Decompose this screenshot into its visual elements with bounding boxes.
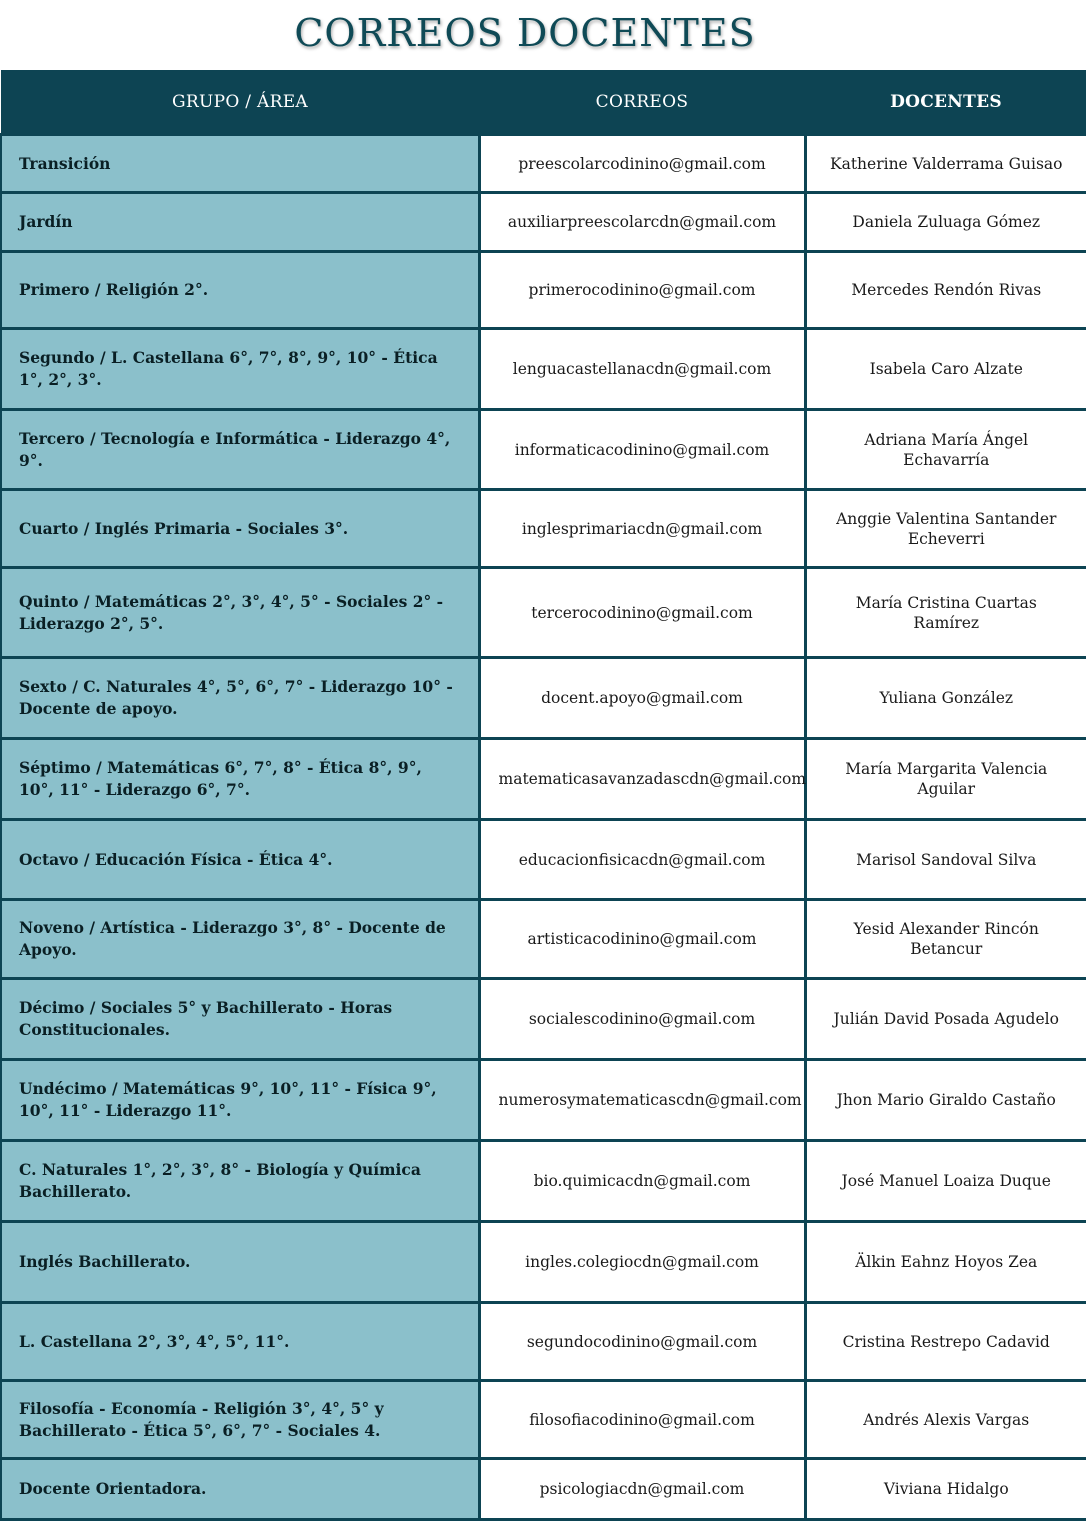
area-cell: Undécimo / Matemáticas 9°, 10°, 11° - Física 9°, 10°, 11° - Liderazgo 11°.: [1, 1060, 479, 1141]
email-cell[interactable]: primerocodinino@gmail.com: [479, 252, 805, 329]
table-row: [1, 410, 1086, 490]
area-cell: Noveno / Artística - Liderazgo 3°, 8° - Docente de Apoyo.: [1, 900, 479, 979]
area-cell: Transición: [1, 135, 479, 193]
teacher-cell: Katherine Valderrama Guisao: [805, 135, 1086, 193]
email-cell[interactable]: auxiliarpreescolarcdn@gmail.com: [479, 193, 805, 252]
teacher-cell: Cristina Restrepo Cadavid: [805, 1303, 1086, 1381]
table-row: [1, 490, 1086, 568]
table-row: [1, 135, 1086, 193]
table-row: [1, 900, 1086, 979]
area-cell: Quinto / Matemáticas 2°, 3°, 4°, 5° - Sociales 2° - Liderazgo 2°, 5°.: [1, 568, 479, 658]
table-row: [1, 1222, 1086, 1303]
table-row: [1, 329, 1086, 410]
teacher-cell: Yesid Alexander Rincón Betancur: [805, 900, 1086, 979]
email-cell[interactable]: ingles.colegiocdn@gmail.com: [479, 1222, 805, 1303]
page-title-text: CORREOS DOCENTES: [294, 11, 756, 55]
area-cell: Sexto / C. Naturales 4°, 5°, 6°, 7° - Liderazgo 10° - Docente de apoyo.: [1, 658, 479, 739]
area-cell: Séptimo / Matemáticas 6°, 7°, 8° - Ética 8°, 9°, 10°, 11° - Liderazgo 6°, 7°.: [1, 739, 479, 820]
teacher-cell: María Cristina Cuartas Ramírez: [805, 568, 1086, 658]
area-cell: Cuarto / Inglés Primaria - Sociales 3°.: [1, 490, 479, 568]
email-cell[interactable]: matematicasavanzadascdn@gmail.com: [479, 739, 805, 820]
area-cell: Tercero / Tecnología e Informática - Liderazgo 4°, 9°.: [1, 410, 479, 490]
area-cell: Décimo / Sociales 5° y Bachillerato - Horas Constitucionales.: [1, 979, 479, 1060]
teacher-cell: María Margarita Valencia Aguilar: [805, 739, 1086, 820]
teacher-cell: Adriana María Ángel Echavarría: [805, 410, 1086, 490]
email-cell[interactable]: inglesprimariacdn@gmail.com: [479, 490, 805, 568]
page-title: [0, 0, 1086, 70]
email-cell[interactable]: numerosymatematicascdn@gmail.com: [479, 1060, 805, 1141]
header-teacher: DOCENTES: [805, 70, 1086, 135]
teacher-cell: Jhon Mario Giraldo Castaño: [805, 1060, 1086, 1141]
table-row: [1, 1381, 1086, 1459]
table-row: [1, 193, 1086, 252]
email-cell[interactable]: docent.apoyo@gmail.com: [479, 658, 805, 739]
email-cell[interactable]: educacionfisicacdn@gmail.com: [479, 820, 805, 900]
email-cell[interactable]: psicologiacdn@gmail.com: [479, 1459, 805, 1520]
table-row: [1, 1459, 1086, 1520]
email-cell[interactable]: informaticacodinino@gmail.com: [479, 410, 805, 490]
table-row: [1, 820, 1086, 900]
teacher-cell: José Manuel Loaiza Duque: [805, 1141, 1086, 1222]
email-cell[interactable]: socialescodinino@gmail.com: [479, 979, 805, 1060]
area-cell: Octavo / Educación Física - Ética 4°.: [1, 820, 479, 900]
teacher-cell: Andrés Alexis Vargas: [805, 1381, 1086, 1459]
teacher-cell: Daniela Zuluaga Gómez: [805, 193, 1086, 252]
teacher-cell: Marisol Sandoval Silva: [805, 820, 1086, 900]
teacher-cell: Viviana Hidalgo: [805, 1459, 1086, 1520]
header-area: GRUPO / ÁREA: [1, 70, 479, 135]
table-header-row: [1, 70, 1086, 135]
area-cell: C. Naturales 1°, 2°, 3°, 8° - Biología y Química Bachillerato.: [1, 1141, 479, 1222]
email-cell[interactable]: bio.quimicacdn@gmail.com: [479, 1141, 805, 1222]
email-cell[interactable]: lenguacastellanacdn@gmail.com: [479, 329, 805, 410]
teacher-cell: Mercedes Rendón Rivas: [805, 252, 1086, 329]
area-cell: Primero / Religión 2°.: [1, 252, 479, 329]
teacher-email-table: [0, 70, 1086, 1521]
email-cell[interactable]: tercerocodinino@gmail.com: [479, 568, 805, 658]
email-cell[interactable]: artisticacodinino@gmail.com: [479, 900, 805, 979]
area-cell: L. Castellana 2°, 3°, 4°, 5°, 11°.: [1, 1303, 479, 1381]
teacher-cell: Julián David Posada Agudelo: [805, 979, 1086, 1060]
header-email: CORREOS: [479, 70, 805, 135]
email-cell[interactable]: filosofiacodinino@gmail.com: [479, 1381, 805, 1459]
teacher-cell: Älkin Eahnz Hoyos Zea: [805, 1222, 1086, 1303]
teacher-cell: Anggie Valentina Santander Echeverri: [805, 490, 1086, 568]
table-row: [1, 1303, 1086, 1381]
teacher-cell: Yuliana González: [805, 658, 1086, 739]
table-row: [1, 979, 1086, 1060]
area-cell: Docente Orientadora.: [1, 1459, 479, 1520]
email-cell[interactable]: preescolarcodinino@gmail.com: [479, 135, 805, 193]
table-row: [1, 568, 1086, 658]
area-cell: Segundo / L. Castellana 6°, 7°, 8°, 9°, 10° - Ética 1°, 2°, 3°.: [1, 329, 479, 410]
table-row: [1, 1141, 1086, 1222]
area-cell: Jardín: [1, 193, 479, 252]
teacher-cell: Isabela Caro Alzate: [805, 329, 1086, 410]
table-row: [1, 658, 1086, 739]
table-row: [1, 252, 1086, 329]
email-cell[interactable]: segundocodinino@gmail.com: [479, 1303, 805, 1381]
table-row: [1, 739, 1086, 820]
table-row: [1, 1060, 1086, 1141]
area-cell: Inglés Bachillerato.: [1, 1222, 479, 1303]
area-cell: Filosofía - Economía - Religión 3°, 4°, 5° y Bachillerato - Ética 5°, 6°, 7° - Sociales 4.: [1, 1381, 479, 1459]
